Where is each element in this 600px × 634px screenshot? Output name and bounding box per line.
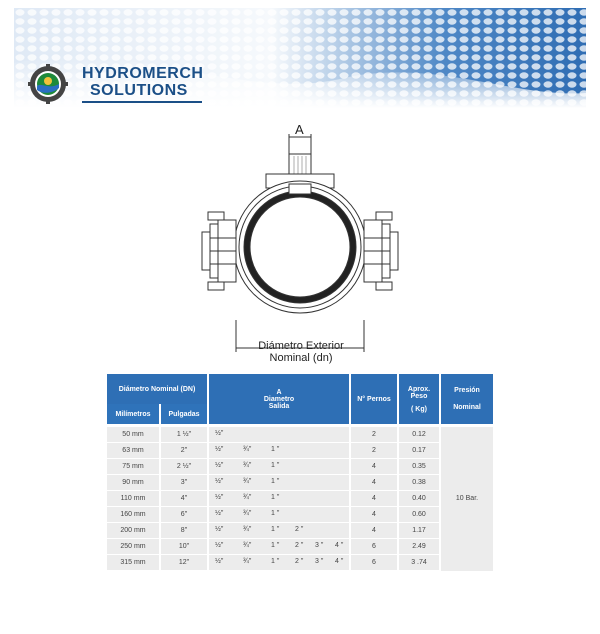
outlet-size: ½" [215, 494, 224, 501]
outlet-size: 1 " [271, 542, 280, 549]
cell-peso: 0.12 [399, 427, 439, 443]
cell-pernos: 4 [351, 475, 397, 491]
outlet-size: 1 " [271, 446, 280, 453]
header-peso [399, 374, 439, 424]
outlet-size: 3 " [315, 542, 324, 549]
outlet-size: 3 " [315, 558, 324, 565]
cell-mm: 315 mm [107, 555, 159, 571]
cell-pernos: 4 [351, 491, 397, 507]
outlet-size: ¾" [243, 494, 252, 501]
outlet-size: ½" [215, 446, 224, 453]
cell-in: 2" [161, 443, 207, 459]
header-dn: Diámetro Nominal (DN) [107, 374, 207, 404]
spec-table [107, 374, 493, 571]
cell-pernos: 4 [351, 459, 397, 475]
outlet-size: 1 " [271, 494, 280, 501]
cell-outlets [209, 539, 349, 555]
brand-line1: HYDROMERCH [82, 65, 204, 82]
cell-in: 2 ½" [161, 459, 207, 475]
outlet-size: 2 " [295, 526, 304, 533]
outlet-size: 1 " [271, 526, 280, 533]
header-a-line3: Salida [268, 402, 290, 410]
header-peso-line3: ( Kg) [411, 405, 427, 413]
outlet-size: 1 " [271, 462, 280, 469]
table-row [107, 427, 493, 443]
table-row [107, 443, 493, 459]
cell-outlets [209, 443, 349, 459]
outlet-size: 1 " [271, 510, 280, 517]
cell-in: 8" [161, 523, 207, 539]
cell-outlets [209, 475, 349, 491]
header-peso-line2: Peso [410, 392, 428, 400]
cell-peso: 0.38 [399, 475, 439, 491]
cell-pressure: 10 Bar. [441, 427, 493, 571]
outlet-size: ½" [215, 558, 224, 565]
dimension-dn-line1: Diámetro Exterior [258, 340, 344, 352]
brand-line2: SOLUTIONS [90, 82, 188, 99]
cell-mm: 50 mm [107, 427, 159, 443]
cell-peso: 2.49 [399, 539, 439, 555]
gear-logo-icon [28, 64, 68, 104]
table-row [107, 491, 493, 507]
header-in: Pulgadas [161, 404, 207, 424]
header-pernos: N° Pernos [351, 374, 397, 424]
outlet-size: ½" [215, 510, 224, 517]
cell-in: 1 ½" [161, 427, 207, 443]
outlet-size: 1 " [271, 478, 280, 485]
outlet-size: 2 " [295, 542, 304, 549]
header-presion [441, 374, 493, 424]
brand-underline [82, 101, 202, 103]
cell-outlets [209, 555, 349, 571]
cell-in: 4" [161, 491, 207, 507]
cell-pernos: 2 [351, 427, 397, 443]
table-row [107, 475, 493, 491]
outlet-size: 4 " [335, 542, 344, 549]
cell-mm: 160 mm [107, 507, 159, 523]
cell-peso: 1.17 [399, 523, 439, 539]
dimension-dn-label [236, 340, 366, 364]
outlet-size: 1 " [271, 558, 280, 565]
cell-peso: 0.40 [399, 491, 439, 507]
outlet-size: ¾" [243, 526, 252, 533]
outlet-size: ¾" [243, 510, 252, 517]
cell-in: 6" [161, 507, 207, 523]
cell-pernos: 6 [351, 539, 397, 555]
table-row [107, 539, 493, 555]
outlet-size: ¾" [243, 558, 252, 565]
outlet-size: ¾" [243, 462, 252, 469]
cell-mm: 75 mm [107, 459, 159, 475]
outlet-size: 2 " [295, 558, 304, 565]
cell-outlets [209, 491, 349, 507]
cell-in: 10" [161, 539, 207, 555]
cell-in: 3" [161, 475, 207, 491]
cell-outlets [209, 427, 349, 443]
cell-outlets [209, 507, 349, 523]
table-row [107, 555, 493, 571]
table-row [107, 459, 493, 475]
header-a-line1: A [276, 388, 282, 396]
cell-mm: 90 mm [107, 475, 159, 491]
cell-in: 12" [161, 555, 207, 571]
cell-mm: 250 mm [107, 539, 159, 555]
outlet-size: ¾" [243, 478, 252, 485]
cell-outlets [209, 523, 349, 539]
cell-mm: 63 mm [107, 443, 159, 459]
header-mm: Milímetros [107, 404, 159, 424]
header-a-line2: Diametro [263, 395, 295, 403]
cell-peso: 0.17 [399, 443, 439, 459]
saddle-clamp-drawing [180, 112, 420, 367]
dimension-dn-line2: Nominal (dn) [269, 352, 333, 364]
table-row [107, 507, 493, 523]
cell-pernos: 2 [351, 443, 397, 459]
header-presion-line2: Nominal [453, 404, 481, 411]
outlet-size: ¾" [243, 542, 252, 549]
cell-pernos: 4 [351, 523, 397, 539]
cell-pernos: 4 [351, 507, 397, 523]
outlet-size: ½" [215, 478, 224, 485]
cell-peso: 0.60 [399, 507, 439, 523]
cell-mm: 200 mm [107, 523, 159, 539]
cell-peso: 0.35 [399, 459, 439, 475]
cell-mm: 110 mm [107, 491, 159, 507]
cell-outlets [209, 459, 349, 475]
outlet-size: ½" [215, 526, 224, 533]
cell-pernos: 6 [351, 555, 397, 571]
dimension-a-label: A [295, 122, 304, 137]
cell-peso: 3 .74 [399, 555, 439, 571]
outlet-size: ½" [215, 430, 224, 437]
brand-logo [28, 64, 203, 104]
outlet-size: ½" [215, 462, 224, 469]
outlet-size: ¾" [243, 446, 252, 453]
outlet-size: 4 " [335, 558, 344, 565]
header-a [209, 374, 349, 424]
header-presion-line1: Presión [454, 387, 480, 394]
outlet-size: ½" [215, 542, 224, 549]
table-row [107, 523, 493, 539]
header-peso-line1: Aprox. [407, 385, 431, 393]
